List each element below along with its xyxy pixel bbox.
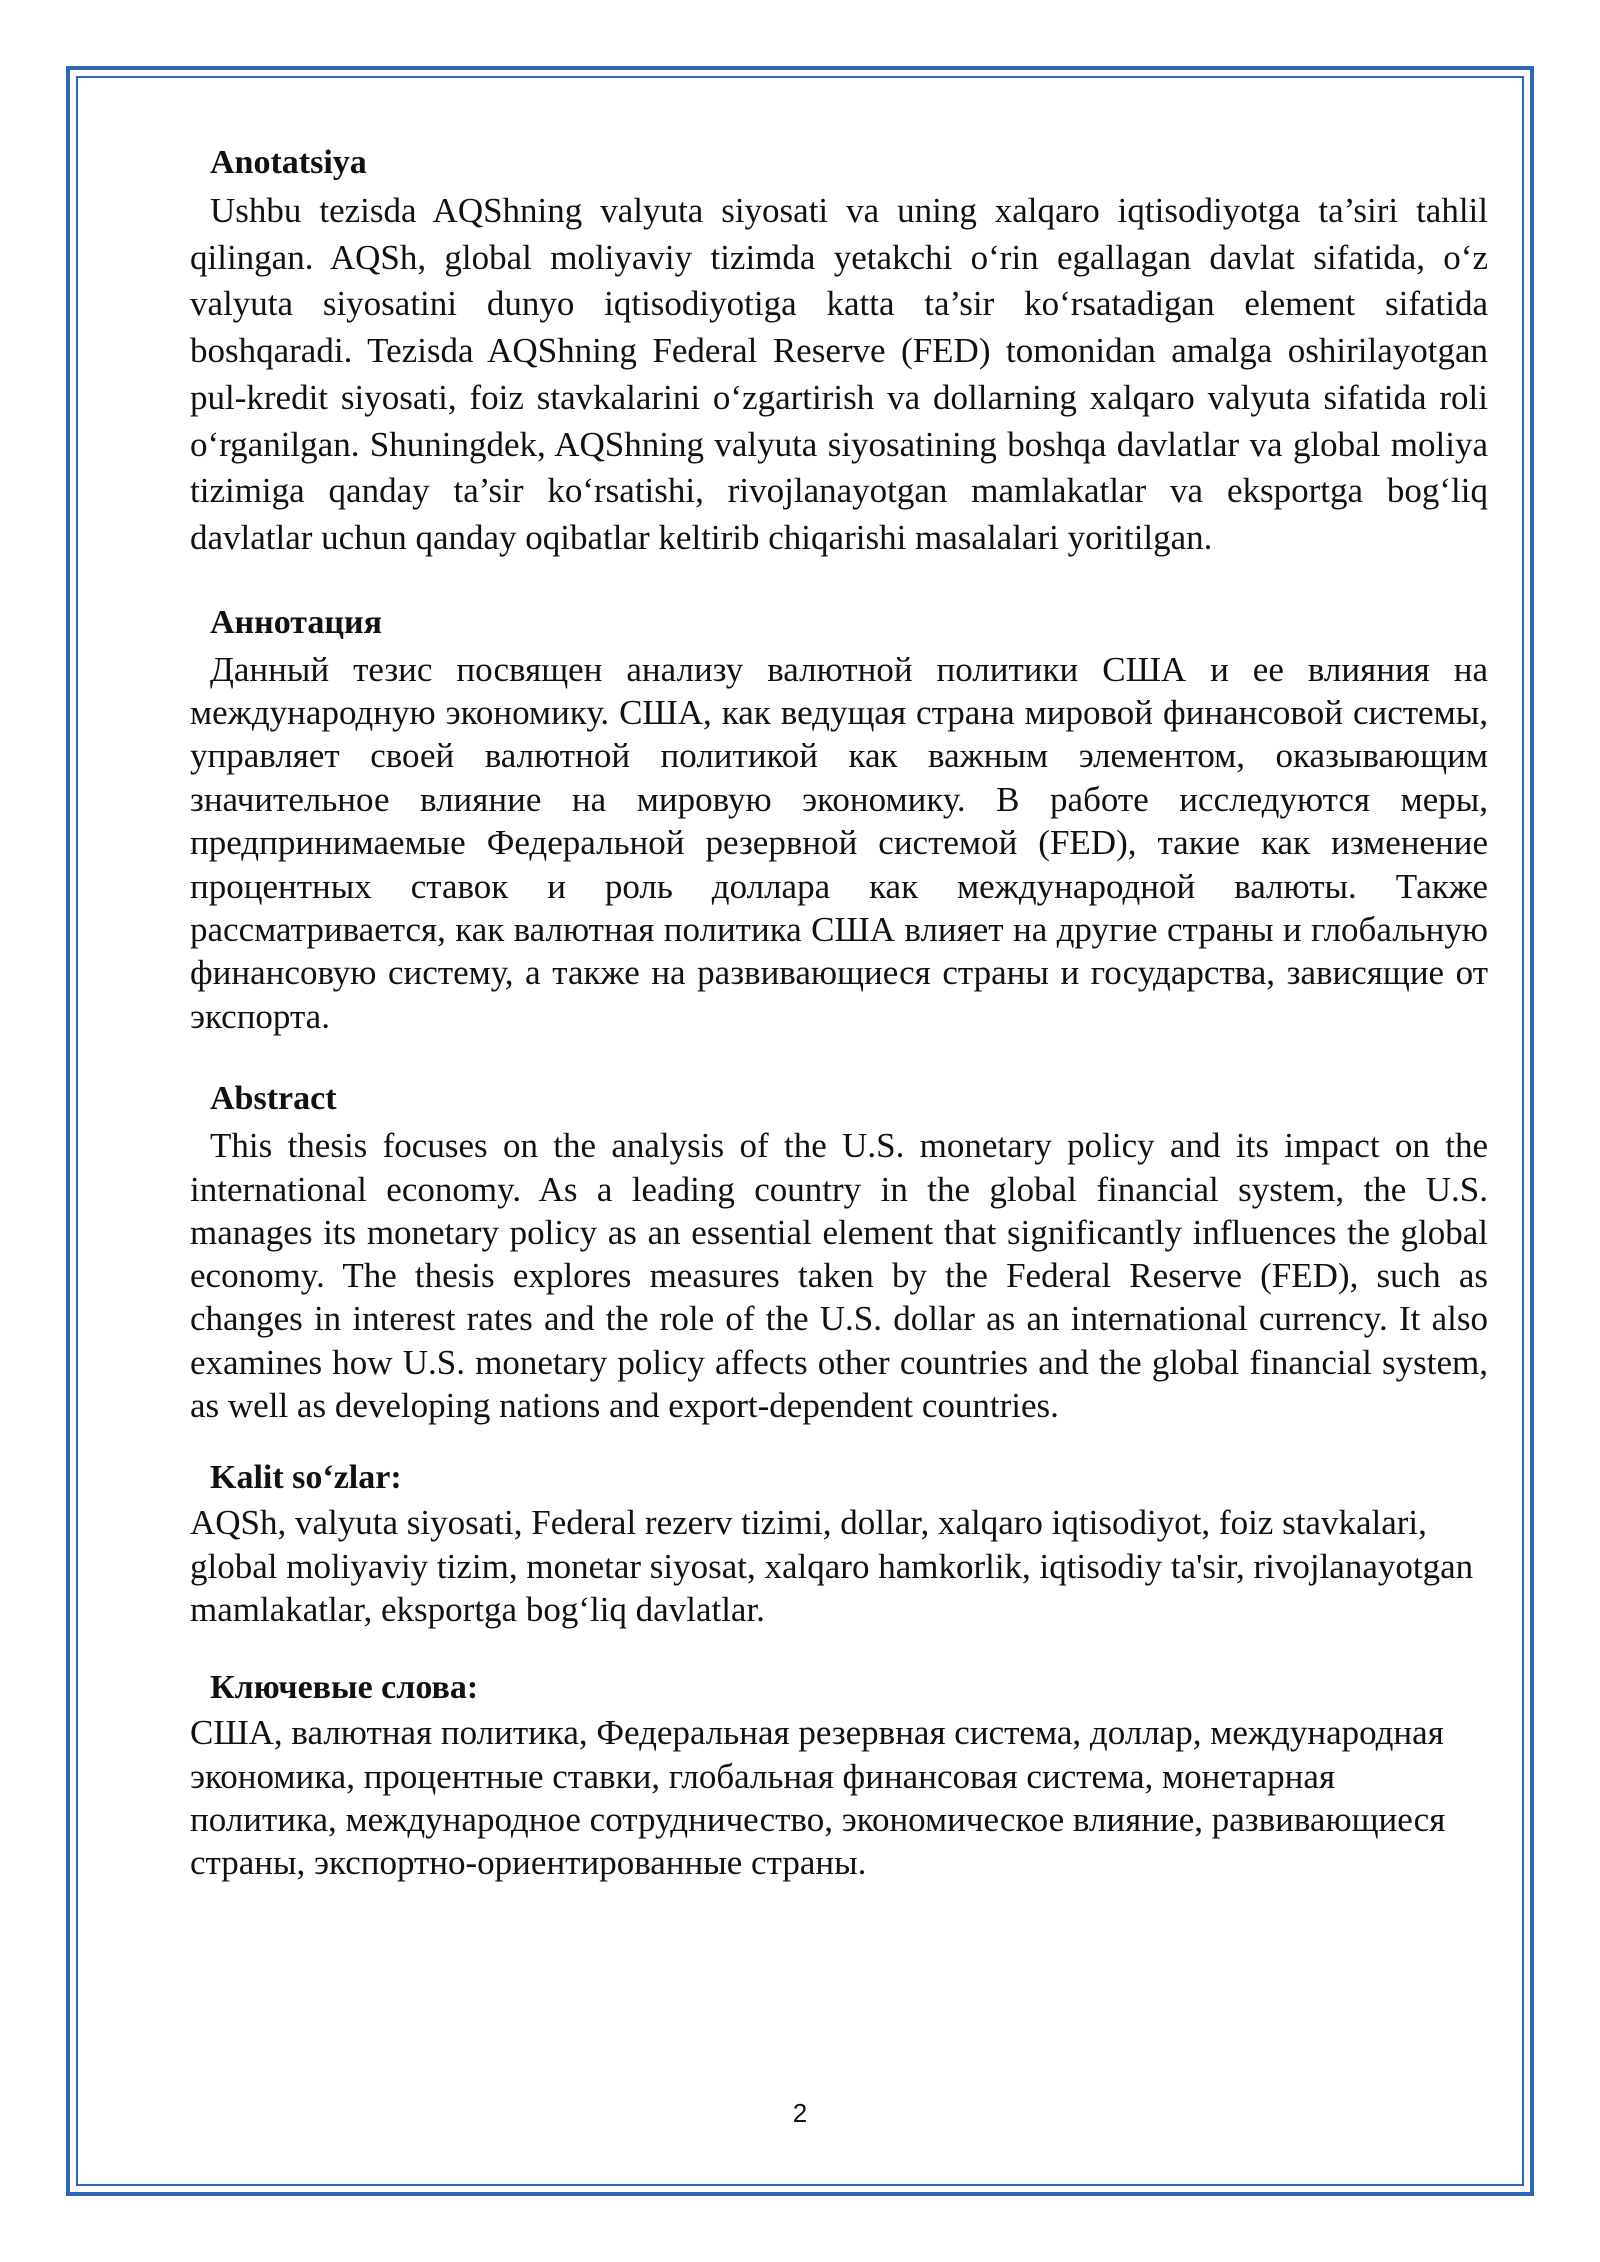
keywords-text-uz: AQSh, valyuta siyosati, Federal rezerv tizimi, dollar, xalqaro iqtisodiyot, foiz stavkalari, global moliyaviy tizim, monetar siyosat, xalqaro hamkorlik, iqtisodiy ta'sir, rivojlanayotgan mamlakatlar, eksportga bog‘liq davlatlar. xyxy=(190,1503,1474,1629)
abstract-text-uz: Ushbu tezisda AQShning valyuta siyosati va uning xalqaro iqtisodiyotga ta’siri tahlil qilingan. AQSh, global moliyaviy tizimda yetakchi o‘rin egallagan davlat sifatida, o‘z valyuta siyosatini dunyo iqtisodiyotiga katta ta’sir ko‘rsatadigan element sifatida boshqaradi. Tezisda AQShning Federal Reserve (FED) tomonidan amalga oshirilayotgan pul-kredit siyosati, foiz stavkalarini o‘zgartirish va dollarning xalqaro valyuta sifatida roli o‘rganilgan. Shuningdek, AQShning valyuta siyosatining boshqa davlatlar va global moliya tizimiga qanday ta’sir ko‘rsatishi, rivojlanayotgan mamlakatlar va eksportga bog‘liq davlatlar uchun qanday oqibatlar keltirib chiqarishi masalalari yoritilgan. xyxy=(190,191,1488,557)
abstract-heading-en: Abstract xyxy=(210,1080,337,1118)
keywords-heading-ru: Ключевые слова: xyxy=(210,1669,479,1707)
document-body xyxy=(190,138,1488,1884)
abstract-heading-ru: Аннотация xyxy=(210,603,382,641)
page-number: 2 xyxy=(792,2098,808,2128)
abstract-heading-uz: Anotatsiya xyxy=(210,144,367,181)
abstract-text-ru: Данный тезис посвящен анализу валютной политики США и ее влияния на международную экономику. США, как ведущая страна мировой финансовой системы, управляет своей валютной политикой как важным элементом, оказывающим значительное влияние на мировую экономику. В работе исследуются меры, предпринимаемые Федеральной резервной системой (FED), такие как изменение процентных ставок и роль доллара как международной валюты. Также рассматривается, как валютная политика США влияет на другие страны и глобальную финансовую систему, а также на развивающиеся страны и государства, зависящие от экспорта. xyxy=(190,649,1488,1036)
keywords-heading-uz: Kalit so‘zlar: xyxy=(210,1459,402,1497)
keywords-text-ru: США, валютная политика, Федеральная резервная система, доллар, международная экономика, процентные ставки, глобальная финансовая система, монетарная политика, международное сотрудничество, экономическое влияние, развивающиеся страны, экспортно-ориентированные страны. xyxy=(190,1713,1446,1883)
abstract-text-en: This thesis focuses on the analysis of the U.S. monetary policy and its impact on the international economy. As a leading country in the global financial system, the U.S. manages its monetary policy as an essential element that significantly influences the global economy. The thesis explores measures taken by the Federal Reserve (FED), such as changes in interest rates and the role of the U.S. dollar as an international currency. It also examines how U.S. monetary policy affects other countries and the global financial system, as well as developing nations and export-dependent countries. xyxy=(190,1126,1488,1426)
